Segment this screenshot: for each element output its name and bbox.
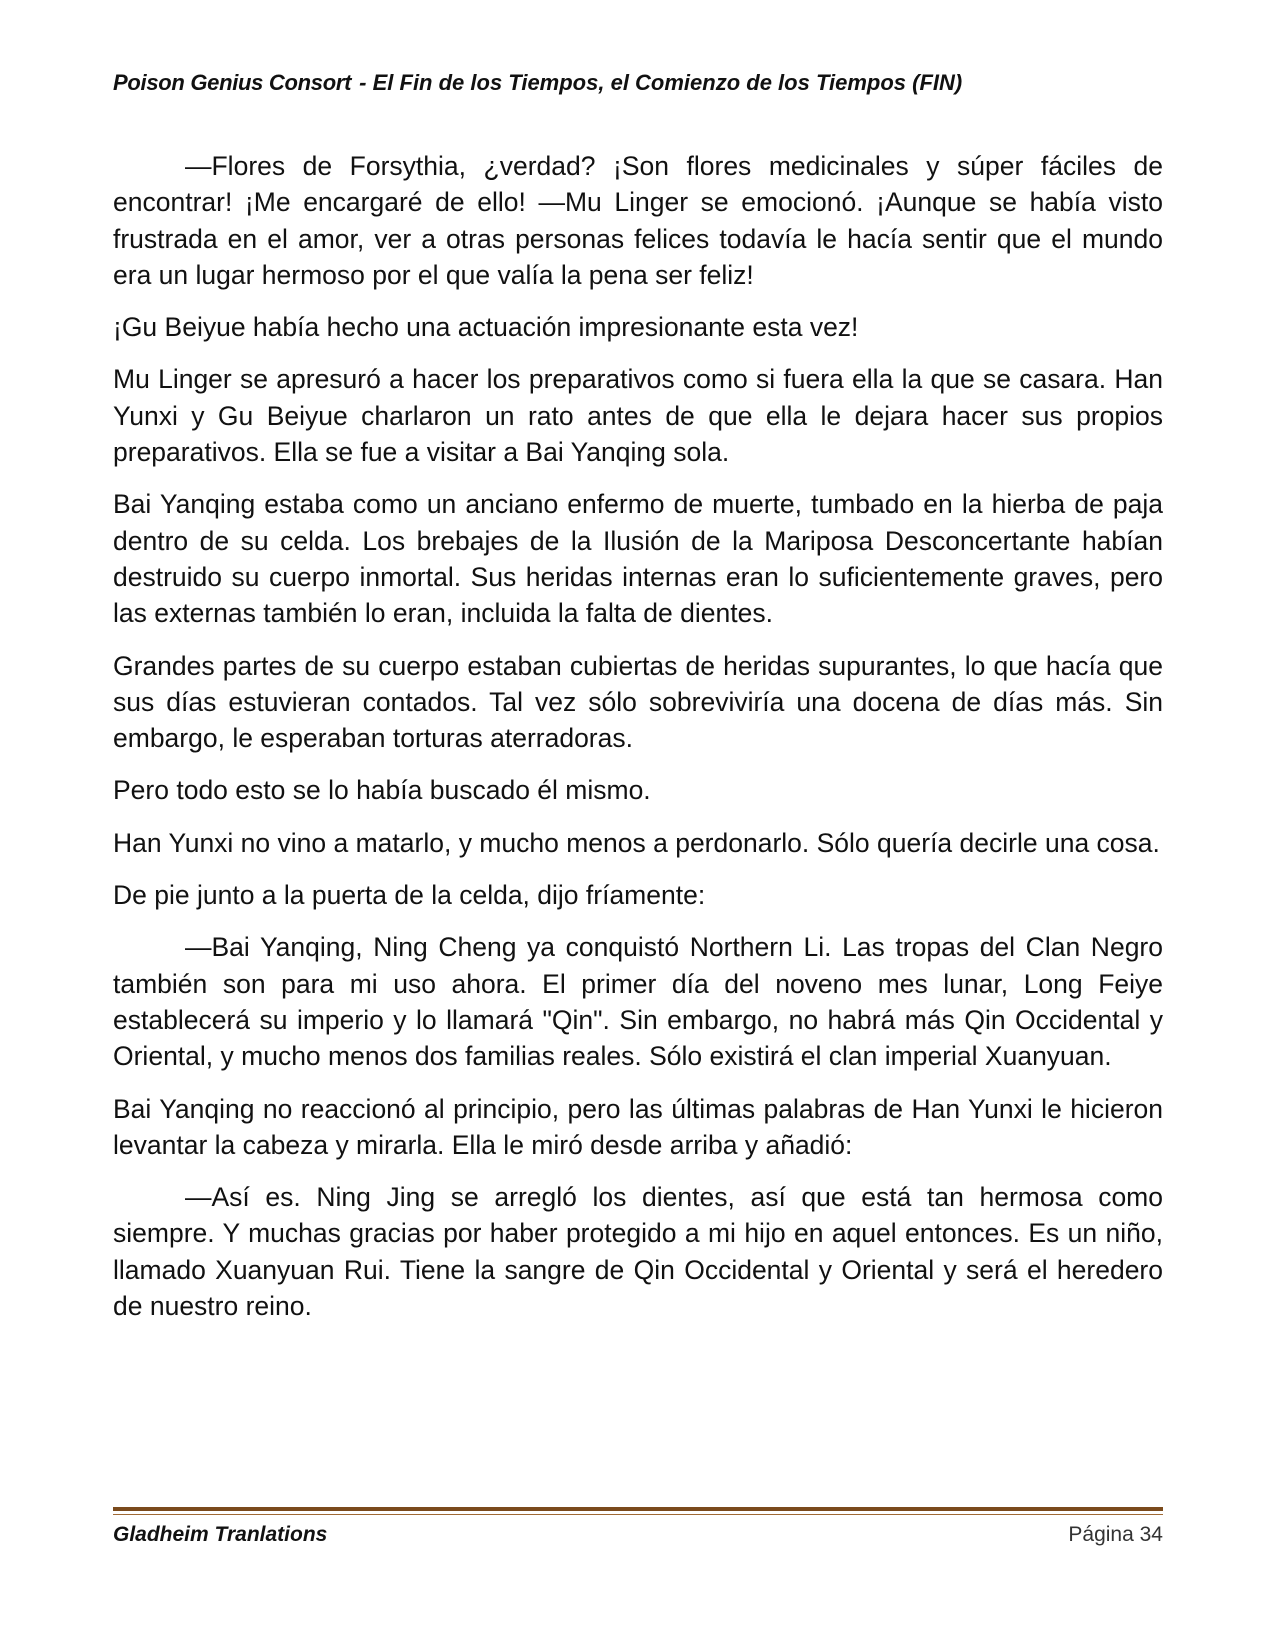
paragraph-2: ¡Gu Beiyue había hecho una actuación impresionante esta vez! [113, 312, 859, 343]
paragraph-5: Grandes partes de su cuerpo estaban cubiertas de heridas supurantes, lo que hacía que sus días estuvieran contados. Tal vez sólo sobreviviría una docena de días más. Sin embargo, le esperaban torturas aterradoras. [113, 650, 1163, 754]
paragraph-11: —Así es. Ning Jing se arregló los dientes, así que está tan hermosa como siempre. Y muchas gracias por haber protegido a mi hijo en aquel entonces. Es un niño, llamado Xuanyuan Rui. Tiene la sangre de Qin Occidental y Oriental y será el heredero de nuestro reino. [113, 1182, 1163, 1322]
page-number: Página 34 [1068, 1523, 1163, 1546]
paragraph-3: Mu Linger se apresuró a hacer los preparativos como si fuera ella la que se casara. Han Yunxi y Gu Beiyue charlaron un rato antes de que ella le dejara hacer sus propios preparativos. Ella se fue a visitar a Bai Yanqing sola. [113, 364, 1163, 468]
paragraph-7: Han Yunxi no vino a matarlo, y mucho menos a perdonarlo. Sólo quería decirle una cosa. [113, 827, 1160, 858]
chapter-title: - El Fin de los Tiempos, el Comienzo de los Tiempos (FIN) [359, 70, 963, 95]
paragraph-1: —Flores de Forsythia, ¿verdad? ¡Son flores medicinales y súper fáciles de encontrar! ¡Me encargaré de ello! —Mu Linger se emocionó. ¡Aunque se había visto frustrada en el amor, ver a otras personas felices todavía le hacía sentir que el mundo era un lugar hermoso por el que valía la pena ser feliz! [113, 151, 1163, 290]
paragraph-4: Bai Yanqing estaba como un anciano enfermo de muerte, tumbado en la hierba de paja dentro de su celda. Los brebajes de la Ilusión de la Mariposa Desconcertante habían destruido su cuerpo inmortal. Sus heridas internas eran lo suficientemente graves, pero las externas también lo eran, incluida la falta de dientes. [113, 489, 1163, 629]
paragraph-8: De pie junto a la puerta de la celda, dijo fríamente: [113, 880, 706, 911]
paragraph-6: Pero todo esto se lo había buscado él mismo. [113, 775, 651, 806]
footer-rule [113, 1507, 1163, 1511]
series-title: Poison Genius Consort [113, 70, 352, 95]
page-header [113, 70, 1163, 96]
paragraph-9: —Bai Yanqing, Ning Cheng ya conquistó Northern Li. Las tropas del Clan Negro también son para mi uso ahora. El primer día del noveno mes lunar, Long Feiye establecerá su imperio y lo llamará "Qin". Sin embargo, no habrá más Qin Occidental y Oriental, y mucho menos dos familias reales. Sólo existirá el clan imperial Xuanyuan. [113, 932, 1163, 1072]
footer-rule-thin [113, 1514, 1163, 1515]
body-text [113, 148, 1163, 1340]
translator-credit: Gladheim Tranlations [113, 1523, 328, 1546]
paragraph-10: Bai Yanqing no reaccionó al principio, pero las últimas palabras de Han Yunxi le hicieron levantar la cabeza y mirarla. Ella le miró desde arriba y añadió: [113, 1093, 1163, 1160]
